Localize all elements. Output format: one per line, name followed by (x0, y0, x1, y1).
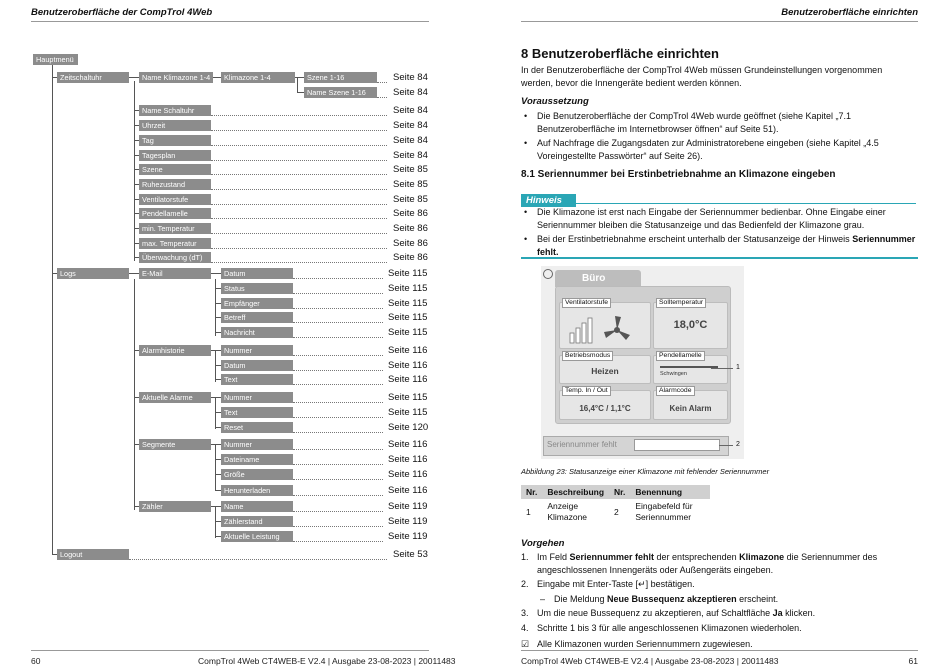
callout-2: 2 (736, 441, 740, 448)
tree-line (295, 77, 304, 78)
step-number: 3. (521, 608, 529, 618)
callout-1: 1 (736, 364, 740, 371)
tree-node-nummer: Nummer (221, 439, 293, 450)
tree-node-betreff: Betreff (221, 312, 293, 323)
page-ref: Seite 86 (393, 223, 428, 234)
leader-dots (293, 495, 383, 496)
page-ref: Seite 115 (388, 268, 428, 279)
page-ref: Seite 116 (388, 439, 428, 450)
leader-dots (211, 248, 387, 249)
tree-line (52, 64, 53, 555)
tree-node-uhrzeit: Uhrzeit (139, 120, 211, 131)
tree-line (215, 507, 216, 538)
step-number: 4. (521, 622, 529, 633)
page-ref: Seite 86 (393, 252, 428, 263)
page-ref: Seite 85 (393, 194, 428, 205)
left-page-number: 60 (31, 656, 41, 666)
tile-value: Schwingen (660, 371, 687, 377)
tree-node-datum: Datum (221, 360, 293, 371)
leader-dots (293, 479, 383, 480)
step-text: Schritte 1 bis 3 für alle angeschlossenen Klimazonen wiederholen. (537, 622, 802, 633)
page-ref: Seite 86 (393, 238, 428, 249)
tree-line (52, 77, 57, 78)
leader-dots (211, 218, 387, 219)
tree-line (215, 398, 216, 429)
leader-dots (377, 82, 387, 83)
leader-dots (211, 233, 387, 234)
tree-node-logout: Logout (57, 549, 129, 560)
tree-line (211, 350, 221, 351)
tile-value: 16,4°C / 1,1°C (579, 404, 631, 413)
right-page-number: 61 (908, 656, 918, 666)
leader-dots (211, 115, 387, 116)
tree-node-text: Text (221, 374, 293, 385)
right-footer-rule (521, 650, 918, 651)
tree-node-name: Name (221, 501, 293, 512)
step-3 (521, 607, 916, 620)
callout-line (711, 368, 733, 369)
page-ref: Seite 115 (388, 298, 428, 309)
tile-label: Solltemperatur (656, 298, 706, 308)
fan-level-icon (560, 303, 650, 348)
leader-dots (211, 130, 387, 131)
tree-line (134, 279, 135, 510)
tree-node-dateiname: Dateiname (221, 454, 293, 465)
tree-node-email: E-Mail (139, 268, 211, 279)
vorgehen-title: Vorgehen (521, 538, 565, 549)
step-text: Die Meldung (554, 593, 608, 604)
leader-dots (211, 145, 387, 146)
tree-line (52, 554, 57, 555)
left-footer-rule (31, 650, 429, 651)
list-item: • Die Klimazone ist erst nach Eingabe der Seriennummer bedienbar. Ohne Eingabe einer Seriennummer bleiben die Statusanzeige und das Bedienfeld der Klimazone grau. (521, 206, 916, 231)
leader-dots (211, 174, 387, 175)
tree-line (297, 92, 304, 93)
tile-value: 18,0°C (673, 319, 708, 331)
tree-node-zaehler: Zähler (139, 501, 211, 512)
tree-node-name-klimazone: Name Klimazone 1-4 (139, 72, 213, 83)
tree-node-herunterladen: Herunterladen (221, 485, 293, 496)
leader-dots (293, 511, 383, 512)
hinweis-bottom-rule (521, 257, 918, 259)
tree-node-hauptmenue: Hauptmenü (33, 54, 78, 65)
leader-dots (211, 160, 387, 161)
tree-line (134, 81, 135, 261)
tile-solltemperatur (653, 299, 728, 349)
step-text: Um die neue Bussequenz zu akzeptieren, auf Schaltfläche (537, 608, 773, 618)
tree-node-name-szene: Name Szene 1-16 (304, 87, 377, 98)
tree-node-alarmhistorie: Alarmhistorie (139, 345, 211, 356)
tree-line (52, 273, 57, 274)
tile-value: Heizen (591, 366, 619, 376)
table-cell: 1 (526, 506, 531, 517)
tree-node-max_temp: max. Temperatur (139, 238, 211, 249)
right-page-header: Benutzeroberfläche einrichten (781, 7, 918, 18)
page-ref: Seite 84 (393, 120, 428, 131)
table-cell: Eingabefeld für Seriennummer (635, 501, 693, 522)
step-text: Alle Klimazonen wurden Seriennummern zugewiesen. (537, 639, 753, 649)
step-text: erscheint. (736, 593, 779, 604)
leader-dots (293, 464, 383, 465)
leader-dots (293, 293, 383, 294)
leader-dots (211, 262, 387, 263)
page-ref: Seite 85 (393, 164, 428, 175)
left-footer-text: CompTrol 4Web CT4WEB-E V2.4 | Ausgabe 23-08-2023 | 20011483 (198, 656, 456, 666)
tile-value: Kein Alarm (669, 404, 712, 413)
tile-temp-in-out (559, 387, 651, 420)
list-item (521, 233, 916, 258)
tile-betriebsmodus (559, 352, 651, 384)
page-ref: Seite 84 (393, 105, 428, 116)
table-header: Nr. (521, 485, 542, 499)
step-text: klicken. (782, 608, 816, 618)
tree-node-ventilatorstufe: Ventilatorstufe (139, 194, 211, 205)
step-text: der entsprechenden (654, 552, 740, 562)
page-ref: Seite 115 (388, 392, 428, 403)
step-bold: Ja (772, 608, 783, 618)
leader-dots (293, 417, 383, 418)
leader-dots (377, 97, 387, 98)
tree-line (129, 273, 139, 274)
page-ref: Seite 116 (388, 360, 428, 371)
chapter-heading: 8 Benutzeroberfläche einrichten (521, 46, 719, 61)
tree-node-zeitschaltuhr: Zeitschaltuhr (57, 72, 129, 83)
tree-node-ruhezustand: Ruhezustand (139, 179, 211, 190)
tree-line (215, 445, 216, 491)
serial-number-label: Seriennummer fehlt (547, 440, 617, 449)
leader-dots (293, 402, 383, 403)
tree-node-segmente: Segmente (139, 439, 211, 450)
page-ref: Seite 116 (388, 374, 428, 385)
page-ref: Seite 85 (393, 179, 428, 190)
step-text: Im Feld (537, 552, 570, 562)
page-ref: Seite 119 (388, 531, 428, 542)
tile-label: Betriebsmodus (562, 351, 613, 361)
tree-node-tag: Tag (139, 135, 211, 146)
tree-line (213, 77, 221, 78)
page-ref: Seite 115 (388, 407, 428, 418)
list-item: • Die Benutzeroberfläche der CompTrol 4Web wurde geöffnet (siehe Kapitel „7.1 Benutzeroberfläche im Internetbrowser öffnen“ auf Seite 51). (521, 110, 916, 135)
left-page-header: Benutzeroberfläche der CompTrol 4Web (31, 7, 213, 18)
leader-dots (293, 337, 383, 338)
hinweis-list (521, 206, 916, 258)
page-ref: Seite 84 (393, 135, 428, 146)
klimazone-widget (541, 266, 744, 459)
hinweis-label: Hinweis (521, 194, 576, 207)
figure-caption: Abbildung 23: Statusanzeige einer Klimazone mit fehlender Seriennummer (521, 467, 770, 476)
step-2 (521, 578, 916, 591)
page-ref: Seite 115 (388, 327, 428, 338)
procedure-steps (521, 551, 916, 651)
checkbox-icon: ☑ (521, 639, 530, 649)
alarm-clock-icon (543, 269, 553, 279)
leader-dots (293, 322, 383, 323)
tree-node-status: Status (221, 283, 293, 294)
page-ref: Seite 84 (393, 150, 428, 161)
leader-dots (293, 526, 383, 527)
tree-node-tagesplan: Tagesplan (139, 150, 211, 161)
step-1 (521, 551, 916, 576)
tree-line (211, 444, 221, 445)
table-cell: 2 (614, 506, 619, 517)
voraussetzung-title: Voraussetzung (521, 96, 589, 107)
tile-label: Pendellamelle (656, 351, 705, 361)
step-4 (521, 622, 916, 635)
tree-node-nummer: Nummer (221, 392, 293, 403)
tree-node-nachricht: Nachricht (221, 327, 293, 338)
tile-pendellamelle (653, 352, 728, 384)
left-header-rule (31, 21, 429, 22)
tree-node-name_schaltuhr: Name Schaltuhr (139, 105, 211, 116)
page-ref: Seite 116 (388, 469, 428, 480)
tree-node-min_temp: min. Temperatur (139, 223, 211, 234)
page-ref: Seite 116 (388, 485, 428, 496)
leader-dots (211, 204, 387, 205)
tree-node-empfaenger: Empfänger (221, 298, 293, 309)
leader-dots (293, 355, 383, 356)
hinweis-2-bold: Seriennummer fehlt. (537, 234, 916, 257)
legend-table (521, 485, 710, 525)
serial-number-input[interactable] (634, 439, 720, 451)
section-subheading: 8.1 Seriennummer bei Erstinbetriebnahme an Klimazone eingeben (521, 169, 836, 180)
tile-label: Ventilatorstufe (562, 298, 611, 308)
tree-line (129, 77, 139, 78)
tree-node-nummer: Nummer (221, 345, 293, 356)
step-result (521, 638, 916, 651)
table-header: Beschreibung (542, 485, 609, 499)
hinweis-2-text: Bei der Erstinbetriebnahme erscheint unterhalb der Statusanzeige der Hinweis (537, 234, 853, 244)
list-item: • Auf Nachfrage die Zugangsdaten zur Administratorebene eingeben (siehe Kapitel „4.5 Voreingestellte Passwörter“ auf Seite 26). (521, 137, 916, 162)
tree-node-szene-1-16: Szene 1-16 (304, 72, 377, 83)
serial-number-row (543, 436, 729, 456)
tree-node-aktuelle_leistung: Aktuelle Leistung (221, 531, 293, 542)
right-footer-text: CompTrol 4Web CT4WEB-E V2.4 | Ausgabe 23-08-2023 | 20011483 (521, 656, 779, 666)
tree-line (211, 273, 221, 274)
voraussetzung-list (521, 110, 916, 162)
tree-node-aktuelle_alarme: Aktuelle Alarme (139, 392, 211, 403)
page-ref: Seite 84 (393, 72, 428, 83)
leader-dots (293, 370, 383, 371)
louver-slider (660, 366, 718, 368)
tree-line (211, 506, 221, 507)
tree-line (215, 351, 216, 382)
tree-node-groesse: Größe (221, 469, 293, 480)
page-ref: Seite 116 (388, 345, 428, 356)
page-ref: Seite 119 (388, 501, 428, 512)
leader-dots (293, 432, 383, 433)
zone-tab[interactable] (555, 270, 641, 287)
page-ref: Seite 53 (393, 549, 428, 560)
leader-dots (293, 449, 383, 450)
dash: – (540, 593, 546, 604)
table-row (521, 499, 710, 525)
tree-node-text: Text (221, 407, 293, 418)
table-cell: Anzeige Klimazone (547, 501, 588, 522)
right-header-rule (521, 21, 918, 22)
step-bold: Seriennummer fehlt (569, 552, 655, 562)
page-ref: Seite 116 (388, 454, 428, 465)
step-bold: Klimazone (739, 552, 785, 562)
page-ref: Seite 120 (388, 422, 429, 433)
table-header: Nr. (609, 485, 630, 499)
intro-text: In der Benutzeroberfläche der CompTrol 4Web müssen Grundeinstellungen vorgenommen werden, bevor die Innengeräte bedient werden können. (521, 65, 883, 88)
tree-node-logs: Logs (57, 268, 129, 279)
tree-node-pendellamelle: Pendellamelle (139, 208, 211, 219)
tile-alarmcode (653, 387, 728, 420)
leader-dots (293, 384, 383, 385)
zone-title: Büro (582, 273, 606, 284)
tree-line (297, 78, 298, 93)
tree-node-szene: Szene (139, 164, 211, 175)
callout-line (719, 445, 733, 446)
step-text: Eingabe mit Enter-Taste [↵] bestätigen. (537, 579, 695, 589)
step-bold: Neue Bussequenz akzeptieren (607, 593, 737, 604)
page-ref: Seite 115 (388, 283, 428, 294)
tile-label: Temp. In / Out (562, 386, 611, 396)
leader-dots (293, 278, 383, 279)
step-2-result (521, 593, 916, 606)
leader-dots (293, 541, 383, 542)
leader-dots (293, 308, 383, 309)
leader-dots (211, 189, 387, 190)
tile-ventilatorstufe (559, 299, 651, 349)
status-panel (555, 286, 731, 424)
page-ref: Seite 84 (393, 87, 428, 98)
tree-node-zaehlerstand: Zählerstand (221, 516, 293, 527)
leader-dots (129, 559, 387, 560)
step-number: 1. (521, 552, 529, 562)
step-number: 2. (521, 579, 529, 589)
hinweis-bar (521, 190, 916, 204)
tree-node-klimazone: Klimazone 1-4 (221, 72, 295, 83)
page-ref: Seite 115 (388, 312, 428, 323)
tree-node-datum: Datum (221, 268, 293, 279)
tree-line (211, 397, 221, 398)
page-ref: Seite 119 (388, 516, 428, 527)
table-header: Benennung (630, 485, 710, 499)
tree-node-ueberwachung: Überwachung (dT) (139, 252, 211, 263)
step-text: die Seriennummer des angeschlossenen Innengeräts oder Außengeräts eingeben. (537, 552, 878, 575)
tree-node-reset: Reset (221, 422, 293, 433)
page-ref: Seite 86 (393, 208, 428, 219)
tile-label: Alarmcode (656, 386, 695, 396)
